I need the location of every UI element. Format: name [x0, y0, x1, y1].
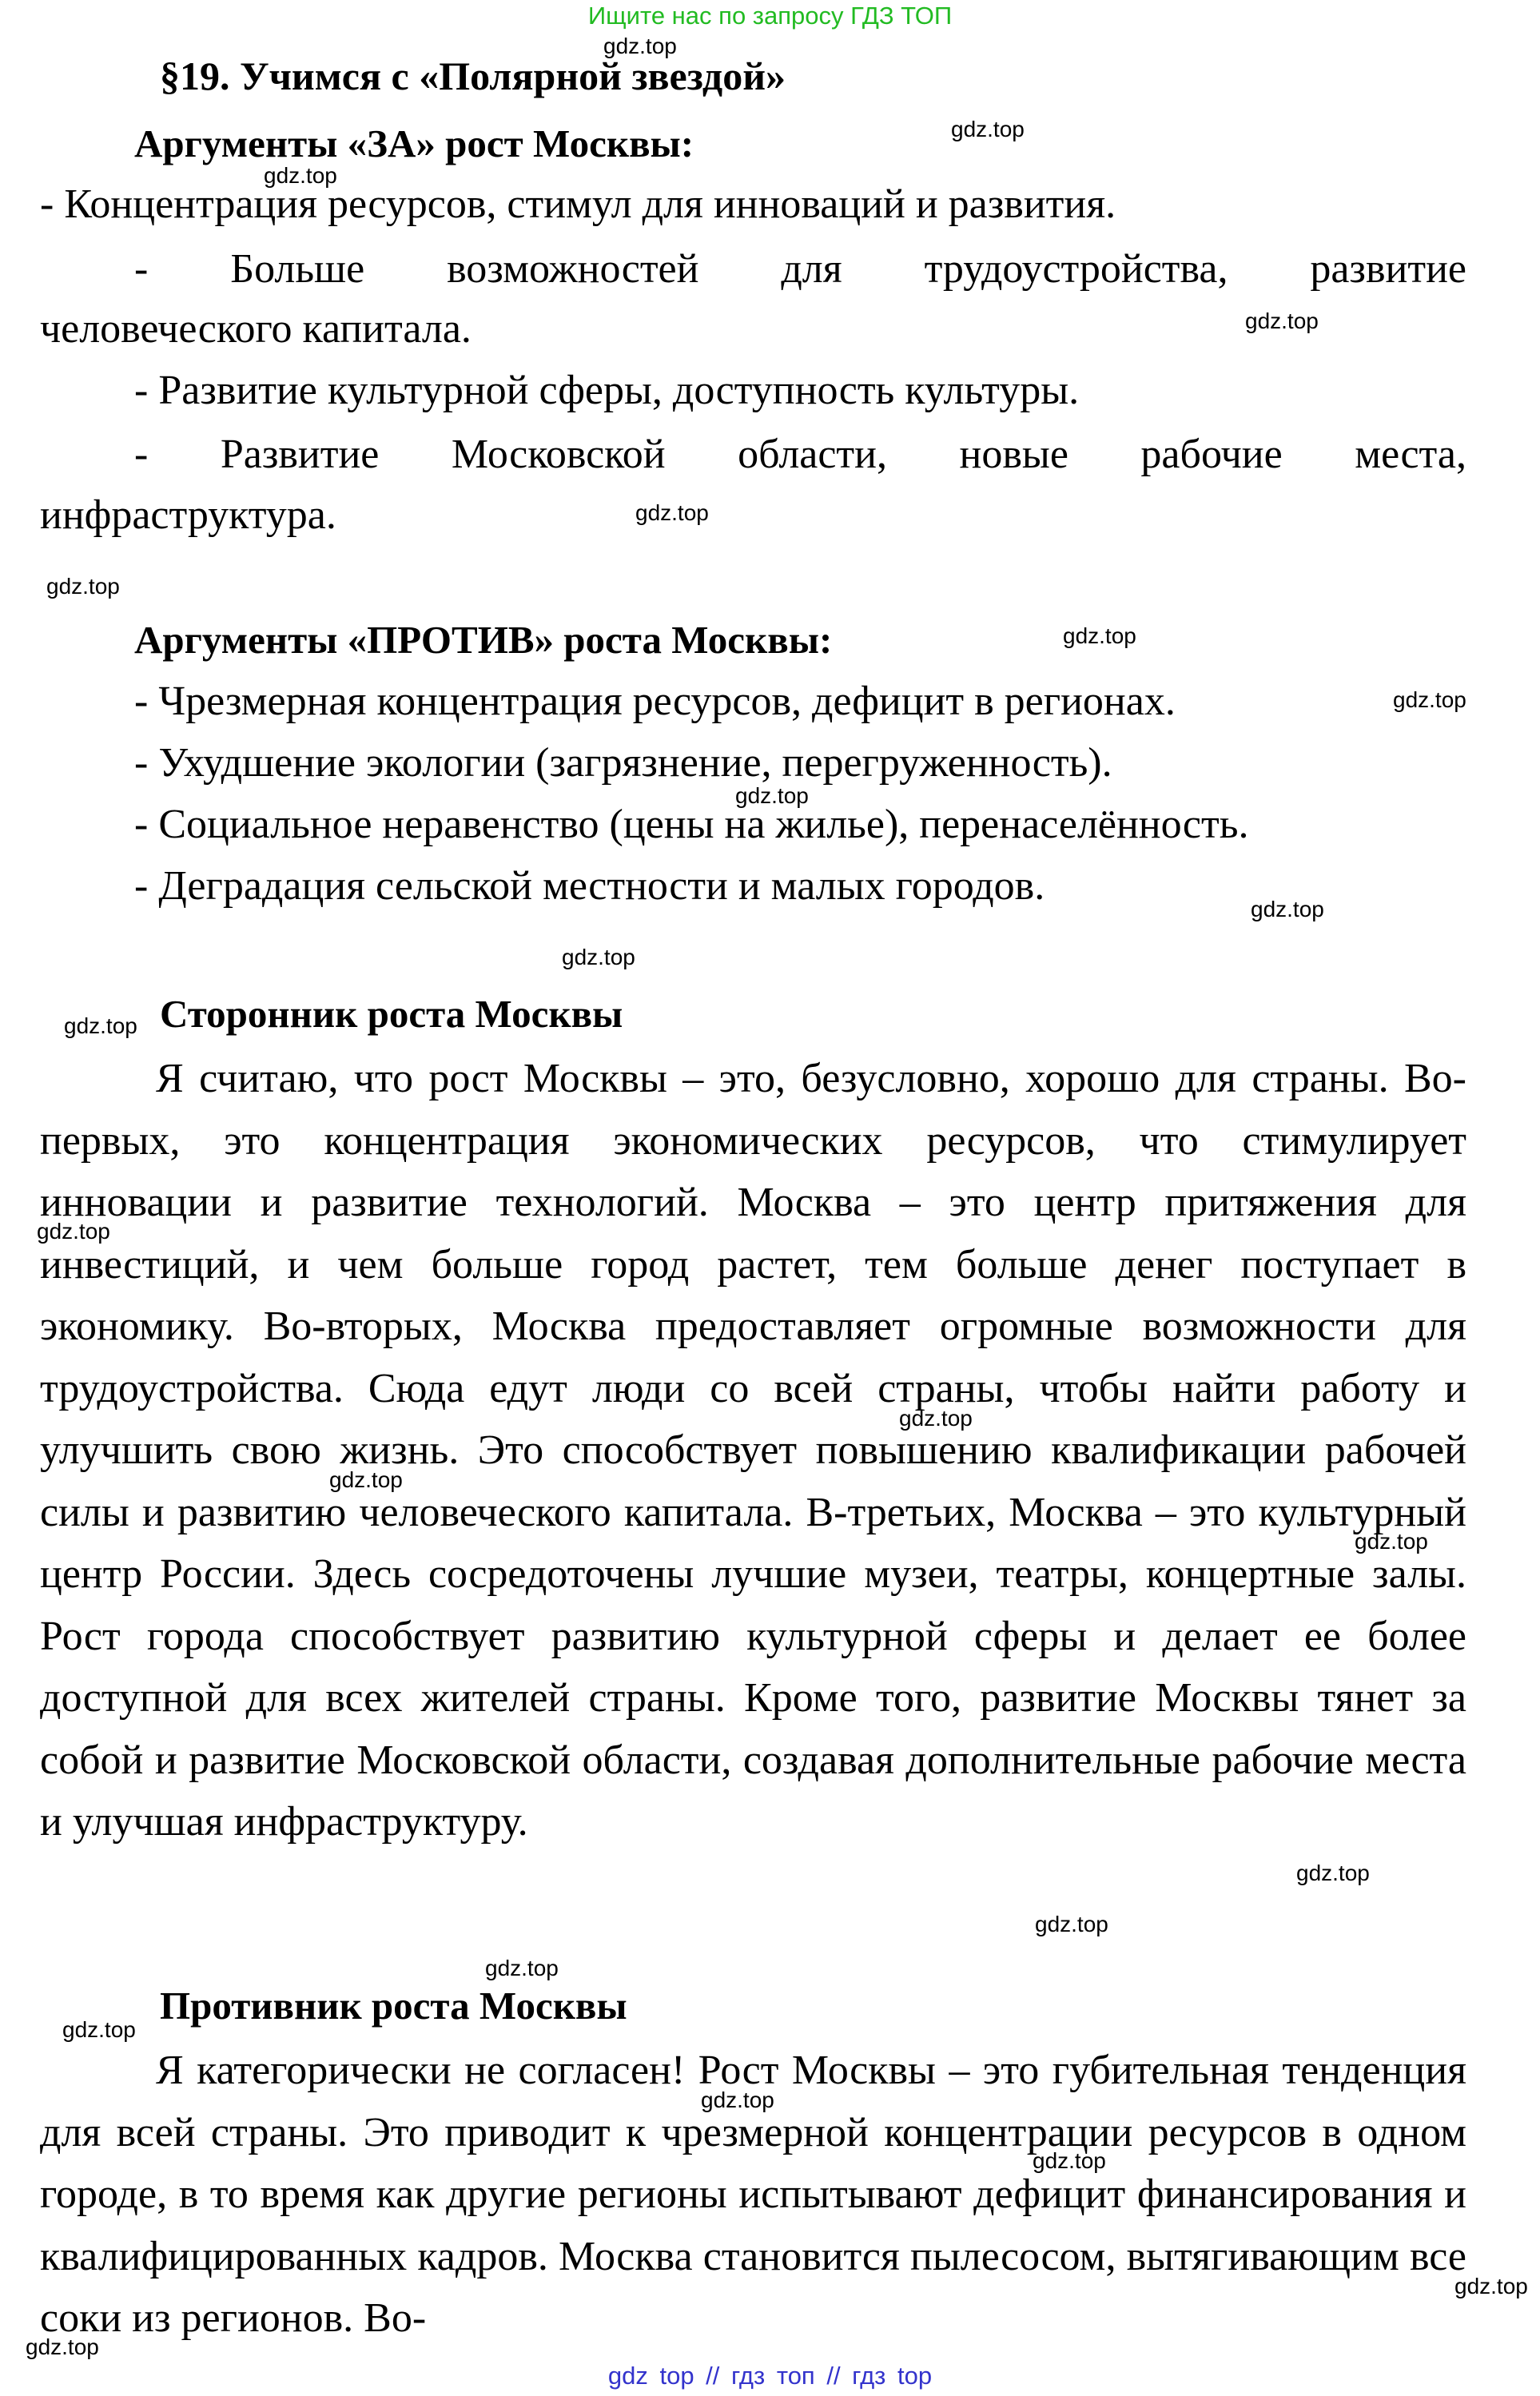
pro-item-2: - Больше возможностей для трудоустройства, развитие: [134, 246, 1466, 292]
watermark: gdz.top: [951, 117, 1025, 141]
watermark: gdz.top: [1296, 1861, 1370, 1885]
watermark: gdz.top: [264, 163, 337, 188]
watermark: gdz.top: [37, 1219, 110, 1244]
watermark: gdz.top: [1035, 1912, 1108, 1936]
watermark: gdz.top: [1454, 2274, 1528, 2298]
top-banner[interactable]: Ищите нас по запросу ГДЗ ТОП: [587, 2, 953, 30]
pro-item-2-cont: человеческого капитала.: [40, 306, 472, 352]
watermark: gdz.top: [1245, 308, 1319, 333]
con-heading: Аргументы «ПРОТИВ» роста Москвы:: [134, 618, 833, 662]
pro-item-1: - Концентрация ресурсов, стимул для инноваций и развития.: [40, 181, 1116, 227]
watermark: gdz.top: [1355, 1529, 1428, 1554]
watermark: gdz.top: [701, 2088, 774, 2112]
watermark: gdz.top: [635, 500, 709, 525]
pro-heading: Аргументы «ЗА» рост Москвы:: [134, 121, 694, 165]
supporter-text: Я считаю, что рост Москвы – это, безусловно, хорошо для страны. Во-первых, это концентрация экономических ресурсов, что стимулирует инновации и развитие технологий. Москва – это центр притяжения для инвестиций, и чем больше город растет, тем больше денег поступает в экономику. Во-вторых, Москва предоставляет огромные возможности для трудоустройства. Сюда едут люди со всей страны, чтобы найти работу и улучшить свою жизнь. Это способствует повышению квалификации рабочей силы и развитию человеческого капитала. В-третьих, Москва – это культурный центр России. Здесь сосредоточены лучшие музеи, театры, концертные залы. Рост города способствует развитию культурной сферы и делает ее более доступной для всех жителей страны. Кроме того, развитие Москвы тянет за собой и развитие Московской области, создавая дополнительные рабочие места и улучшая инфраструктуру.: [40, 1056, 1466, 1845]
opponent-heading: Противник роста Москвы: [160, 1984, 627, 2028]
pro-item-4-cont: инфраструктура.: [40, 492, 336, 538]
con-item-1: - Чрезмерная концентрация ресурсов, дефицит в регионах.: [134, 679, 1176, 724]
watermark: gdz.top: [1393, 687, 1466, 712]
page-title: §19. Учимся с «Полярной звездой»: [160, 54, 786, 98]
watermark: gdz.top: [1063, 623, 1136, 648]
supporter-heading: Сторонник роста Москвы: [160, 992, 623, 1036]
pro-item-4: - Развитие Московской области, новые рабочие места,: [134, 432, 1466, 477]
watermark: gdz.top: [62, 2017, 136, 2042]
watermark: gdz.top: [46, 574, 120, 599]
watermark: gdz.top: [485, 1956, 559, 1980]
opponent-text: Я категорически не согласен! Рост Москвы – это губительная тенденция для всей страны. Это приводит к чрезмерной концентрации ресурсов в одном городе, в то время как другие регионы испытывают дефицит финансирования и квалифицированных кадров. Москва становится пылесосом, вытягивающим все соки из регионов. Во-: [40, 2048, 1466, 2341]
watermark: gdz.top: [26, 2334, 99, 2359]
footer-links[interactable]: gdz top // гдз топ // гдз top: [607, 2362, 933, 2390]
watermark: gdz.top: [899, 1406, 973, 1431]
watermark: gdz.top: [735, 783, 809, 808]
pro-item-3: - Развитие культурной сферы, доступность культуры.: [134, 368, 1080, 413]
watermark: gdz.top: [64, 1013, 137, 1038]
watermark: gdz.top: [562, 945, 635, 969]
watermark: gdz.top: [603, 34, 677, 58]
con-item-2: - Ухудшение экологии (загрязнение, перегруженность).: [134, 740, 1112, 786]
watermark: gdz.top: [1251, 897, 1324, 921]
watermark: gdz.top: [1033, 2148, 1106, 2173]
con-item-3: - Социальное неравенство (цены на жилье), перенаселённость.: [134, 802, 1249, 847]
con-item-4: - Деградация сельской местности и малых городов.: [134, 863, 1045, 909]
watermark: gdz.top: [329, 1467, 403, 1492]
